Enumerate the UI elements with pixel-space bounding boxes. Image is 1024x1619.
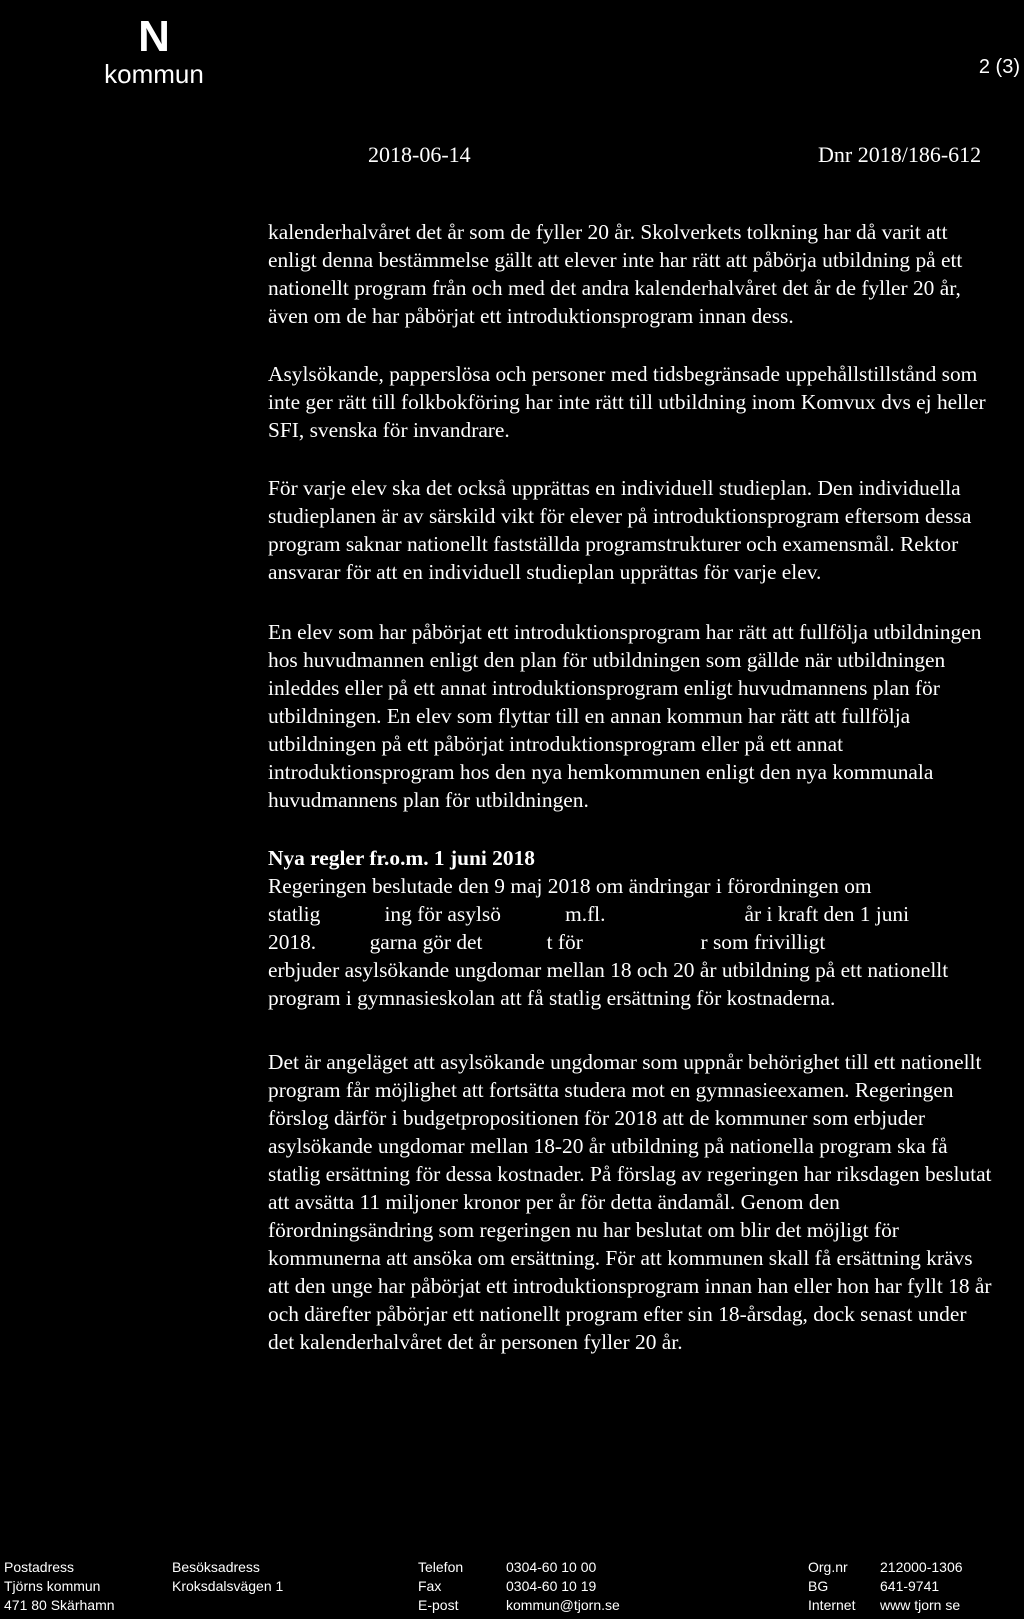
postal-address-line-2: 471 80 Skärhamn (4, 1597, 115, 1613)
paragraph-4: En elev som har påbörjat ett introduktionsprogram har rätt att fullfölja utbildningen hos huvudmannen enligt den plan för utbildningen som gällde när utbildningen inleddes eller på ett annat introduktionsprogram enligt huvudmannens plan för utbildningen. En elev som flyttar till en annan kommun har rätt att fullfölja utbildningen på ett påbörjat introduktionsprogram eller på ett annat introduktionsprogram hos den nya hemkommunen enligt den nya kommunala huvudmannens plan för utbildningen. (268, 620, 982, 812)
internet-label: Internet (808, 1597, 856, 1613)
paragraph-7: Det är angeläget att asylsökande ungdomar som uppnår behörighet till ett nationellt program får möjlighet att fortsätta studera mot en gymnasieexamen. Regeringen förslog därför i budgetpropositionen för 2018 att de kommuner som erbjuder asylsökande ungdomar mellan 18-20 år utbildning på nationella program ska få statlig ersättning för dessa kostnader. På förslag av regeringen har riksdagen beslutat att avsätta 11 miljoner kronor per år för detta ändamål. Genom den förordningsändring som regeringen nu har beslutat om blir det möjligt för kommunerna att ansöka om ersättning. För att kommunen skall få ersättning krävs att den unge har påbörjat ett introduktionsprogram innan han eller hon har fyllt 18 år och därefter påbörjar ett nationellt program efter sin 18-årsdag, dock senast under det kalenderhalvåret det år personen fyller 20 år. (268, 1050, 992, 1354)
footer-contact-labels (418, 1558, 463, 1615)
org-number-label: Org.nr (808, 1559, 848, 1575)
postal-address-label: Postadress (4, 1559, 75, 1575)
footer-contact-values (506, 1558, 620, 1615)
phone-label: Telefon (418, 1559, 464, 1575)
fax-value: 0304-60 10 19 (506, 1578, 597, 1594)
document-date: 2018-06-14 (368, 142, 471, 167)
footer-visiting-address (172, 1558, 283, 1596)
municipality-logo (84, 14, 224, 88)
page-number: 2 (3) (978, 56, 1020, 78)
paragraph-3: För varje elev ska det också upprättas en individuell studieplan. Den individuella studieplanen är av särskild vikt för elever på introduktionsprogram eftersom dessa program saknar nationellt fastställda programstrukturer och examensmål. Rektor ansvarar för att en individuell studieplan upprättas för varje elev. (268, 476, 972, 584)
footer-org-labels (808, 1558, 855, 1615)
paragraph-2: Asylsökande, papperslösa och personer med tidsbegränsade uppehållstillstånd som inte ger rätt till folkbokföring har inte rätt till utbildning inom Komvux dvs ej heller SFI, svenska för invandrare. (268, 362, 986, 442)
footer-postal-address (4, 1558, 115, 1615)
email-value: kommun@tjorn.se (506, 1597, 620, 1613)
paragraph-6 (268, 872, 996, 1012)
logo-letter: N (138, 12, 170, 61)
internet-value: www tjorn se (880, 1597, 961, 1613)
paragraph-1: kalenderhalvåret det år som de fyller 20 år. Skolverkets tolkning har då varit att enligt denna bestämmelse gällt att elever inte har rätt att påbörja utbildning på ett nationellt program från och med det andra kalenderhalvåret det år de fyller 20 år, även om de har påbörjat ett introduktionsprogram innan dess. (268, 220, 963, 328)
fax-label: Fax (418, 1578, 442, 1594)
bankgiro-label: BG (808, 1578, 829, 1594)
document-body (268, 218, 996, 1356)
footer-org-values (880, 1558, 963, 1615)
bankgiro-value: 641-9741 (880, 1578, 940, 1594)
org-number-value: 212000-1306 (880, 1559, 963, 1575)
page-footer (0, 1558, 1024, 1619)
visiting-address-value: Kroksdalsvägen 1 (172, 1578, 284, 1594)
section-heading: Nya regler fr.o.m. 1 juni 2018 (268, 846, 535, 870)
logo-text: kommun (104, 59, 204, 89)
email-label: E-post (418, 1597, 459, 1613)
visiting-address-label: Besöksadress (172, 1559, 260, 1575)
postal-address-line-1: Tjörns kommun (4, 1578, 101, 1594)
paragraph-6-line-3: 2018. garna gör det t för r som frivilligt (268, 930, 826, 954)
document-reference-number: Dnr 2018/186-612 (818, 142, 982, 167)
phone-value: 0304-60 10 00 (506, 1559, 597, 1575)
paragraph-6-line-2: statlig ing för asylsö m.fl. år i kraft den 1 juni (268, 902, 910, 926)
paragraph-6-line-1: Regeringen beslutade den 9 maj 2018 om ändringar i förordningen om (268, 874, 872, 898)
paragraph-6-rest: erbjuder asylsökande ungdomar mellan 18 och 20 år utbildning på ett nationellt program i gymnasieskolan att få statlig ersättning för kostnaderna. (268, 958, 949, 1010)
